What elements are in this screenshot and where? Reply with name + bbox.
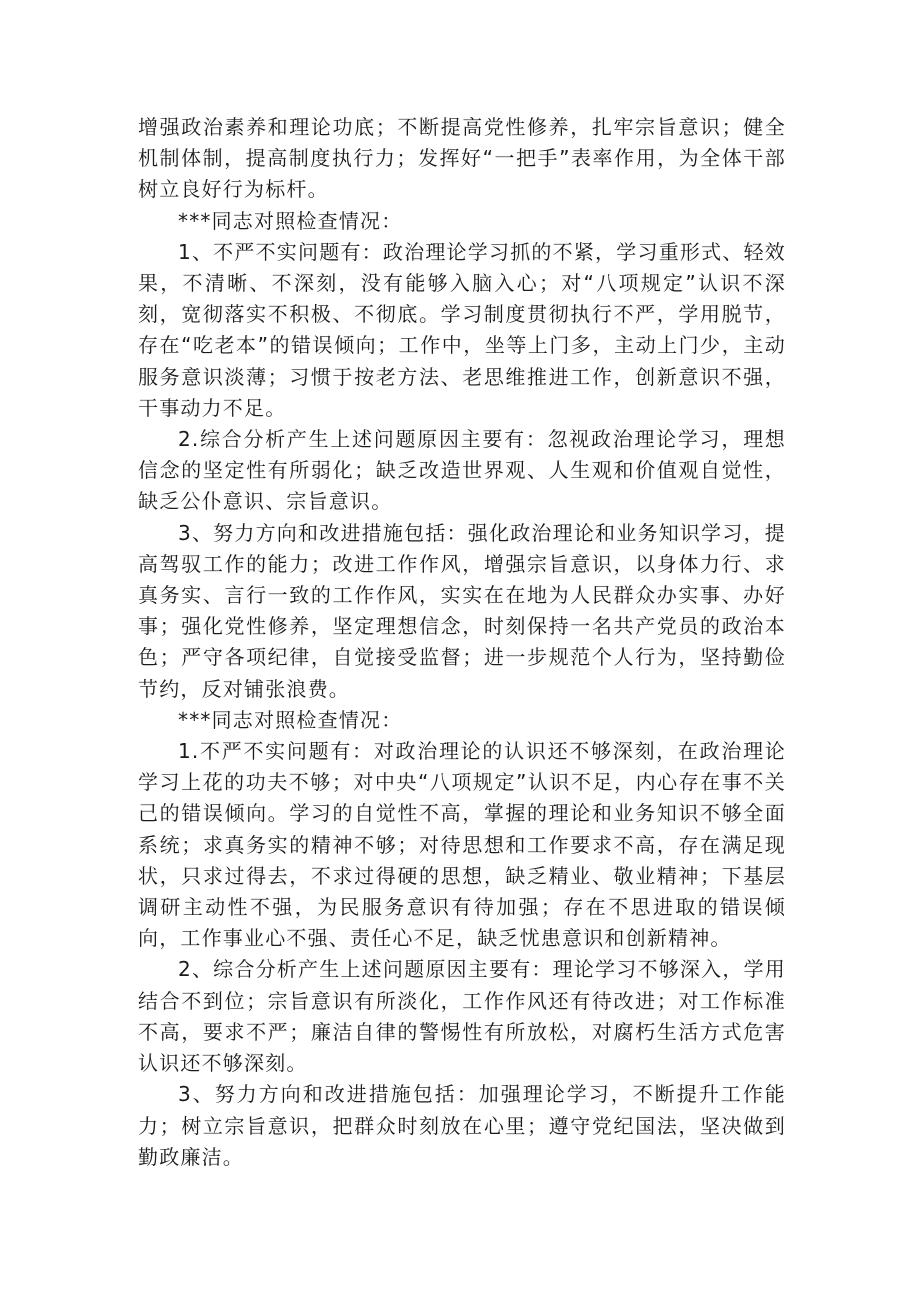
section-heading: ***同志对照检查情况： [178, 208, 403, 233]
paragraph: 1、不严不实问题有：政治理论学习抓的不紧，学习重形式、轻效果，不清晰、不深刻，没有能够入脑入心；对“八项规定”认识不深刻，宽彻落实不积极、不彻底。学习制度贯彻执行不严，学用脱节，存在“吃老本”的错误倾向；工作中，坐等上门多，主动上门少，主动服务意识淡薄；习惯于按老方法、老思维推进工作，创新意识不强，干事动力不足。 [138, 239, 786, 420]
paragraph: 2、综合分析产生上述问题原因主要有：理论学习不够深入，学用结合不到位；宗旨意识有所淡化，工作作风还有待改进；对工作标准不高，要求不严；廉洁自律的警惕性有所放松，对腐朽生活方式危害认识还不够深刻。 [138, 957, 786, 1076]
paragraph: 增强政治素养和理论功底；不断提高党性修养，扎牢宗旨意识；健全机制体制，提高制度执行力；发挥好“一把手”表率作用，为全体干部树立良好行为标杆。 [138, 115, 786, 202]
paragraph: 2.综合分析产生上述问题原因主要有：忽视政治理论学习，理想信念的坚定性有所弱化；缺乏改造世界观、人生观和价值观自觉性，缺乏公仆意识、宗旨意识。 [138, 427, 786, 514]
document-body [138, 112, 786, 1173]
section-heading: ***同志对照检查情况： [178, 707, 403, 732]
paragraph: 3、努力方向和改进措施包括：加强理论学习，不断提升工作能力；树立宗旨意识，把群众时刻放在心里；遵守党纪国法，坚决做到勤政廉洁。 [138, 1082, 786, 1169]
paragraph: 1.不严不实问题有：对政治理论的认识还不够深刻，在政治理论学习上花的功夫不够；对中央“八项规定”认识不足，内心存在事不关己的错误倾向。学习的自觉性不高，掌握的理论和业务知识不够全面系统；求真务实的精神不够；对待思想和工作要求不高，存在满足现状，只求过得去，不求过得硬的思想，缺乏精业、敬业精神；下基层调研主动性不强，为民服务意识有待加强；存在不思进取的错误倾向，工作事业心不强、责任心不足，缺乏忧患意识和创新精神。 [138, 739, 786, 951]
paragraph: 3、努力方向和改进措施包括：强化政治理论和业务知识学习，提高驾驭工作的能力；改进工作作风，增强宗旨意识，以身体力行、求真务实、言行一致的工作作风，实实在在地为人民群众办实事、办好事；强化党性修养，坚定理想信念，时刻保持一名共产党员的政治本色；严守各项纪律，自觉接受监督；进一步规范个人行为，坚持勤俭节约，反对铺张浪费。 [138, 520, 786, 701]
